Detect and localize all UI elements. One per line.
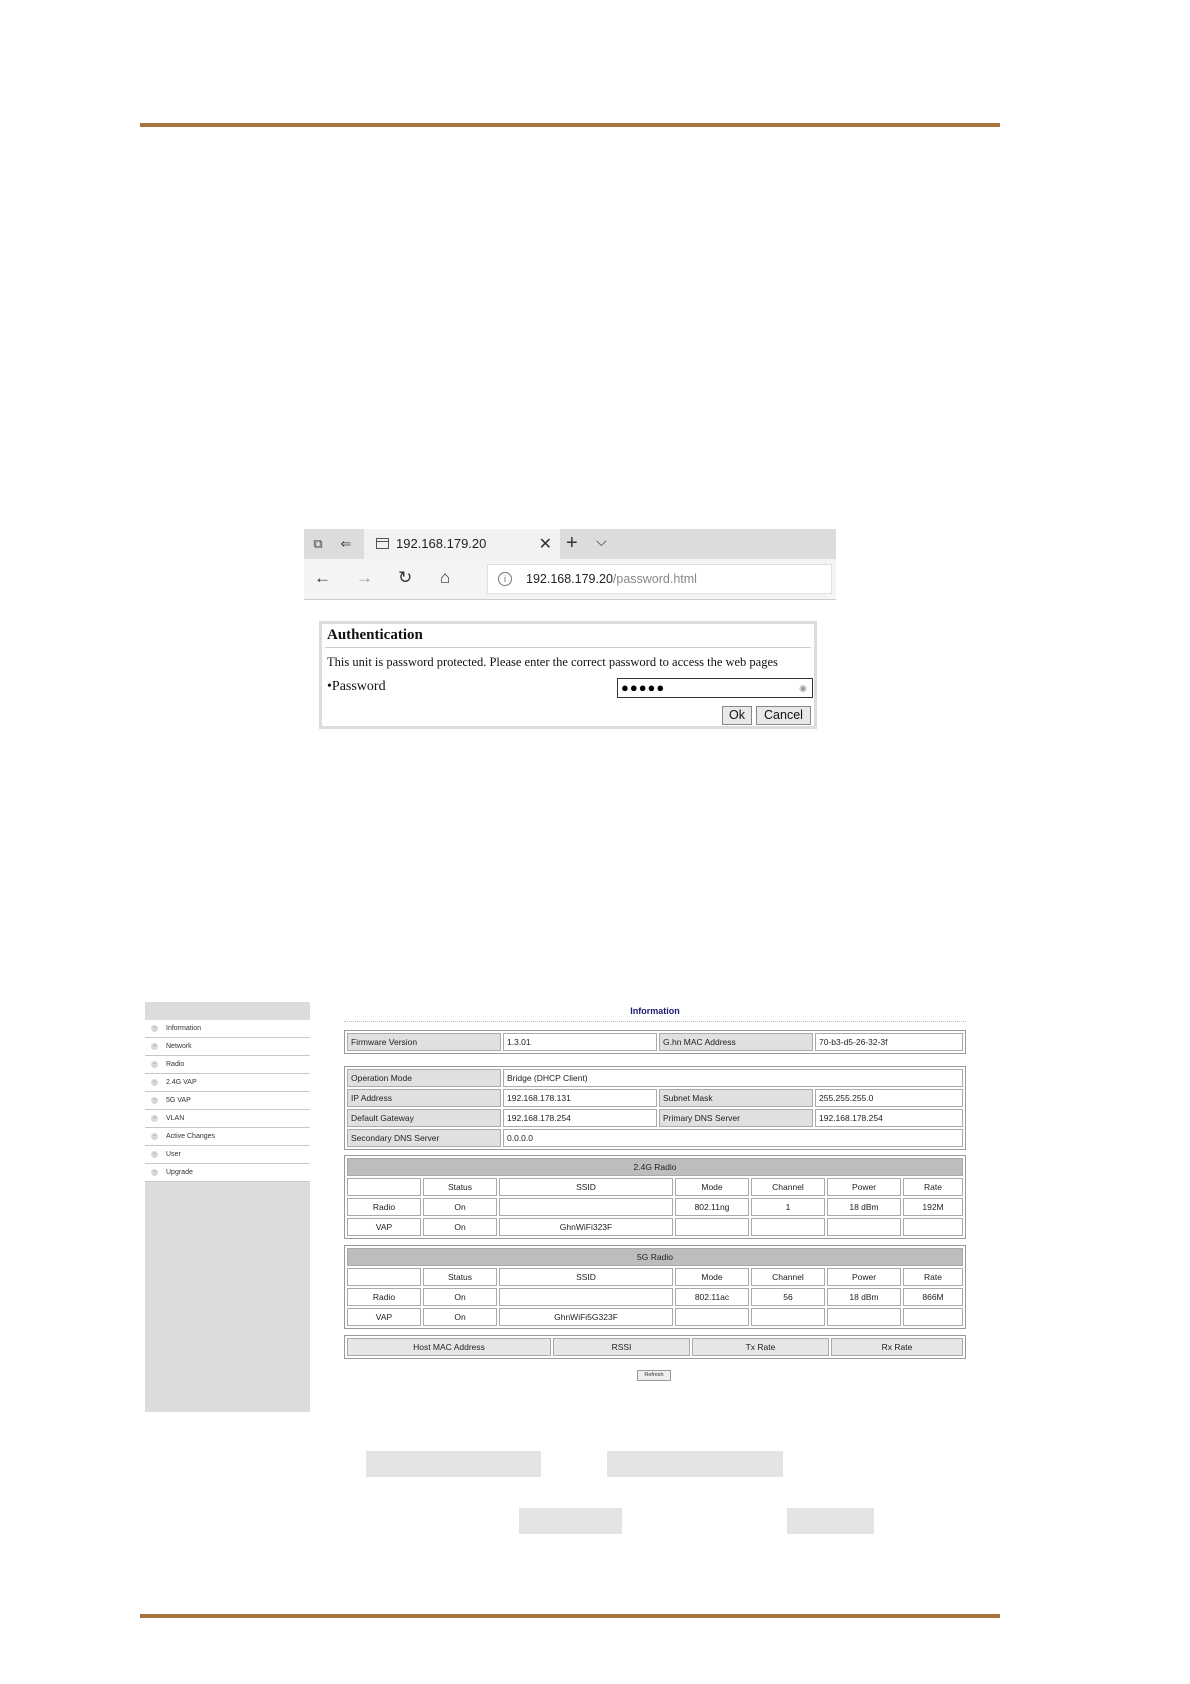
mode-cell: 802.11ac bbox=[675, 1288, 749, 1306]
cancel-button[interactable]: Cancel bbox=[756, 706, 811, 725]
status-cell: On bbox=[423, 1198, 497, 1216]
radio-24g-title: 2.4G Radio bbox=[347, 1158, 963, 1176]
op-mode-value: Bridge (DHCP Client) bbox=[503, 1069, 963, 1087]
sidebar-item-label: Active Changes bbox=[166, 1133, 216, 1140]
primary-dns-value: 192.168.178.254 bbox=[815, 1109, 963, 1127]
password-label: •Password bbox=[327, 679, 386, 694]
column-header: SSID bbox=[499, 1268, 673, 1286]
forward-arrow-icon[interactable]: → bbox=[356, 568, 373, 587]
sidebar-item-label: Upgrade bbox=[166, 1169, 193, 1176]
auth-divider bbox=[325, 647, 811, 648]
password-input[interactable] bbox=[617, 678, 813, 698]
row-label: VAP bbox=[347, 1218, 421, 1236]
firmware-label: Firmware Version bbox=[347, 1033, 501, 1051]
radio-5g-table bbox=[344, 1245, 966, 1329]
sidebar-item-label: User bbox=[166, 1151, 181, 1158]
radio-5g-title: 5G Radio bbox=[347, 1248, 963, 1266]
refresh-icon[interactable]: ↻ bbox=[398, 568, 413, 587]
gateway-label: Default Gateway bbox=[347, 1109, 501, 1127]
refresh-button[interactable]: Refresh bbox=[637, 1370, 671, 1381]
browser-tab[interactable] bbox=[364, 529, 560, 559]
status-cell: On bbox=[423, 1218, 497, 1236]
column-header: Channel bbox=[751, 1268, 825, 1286]
status-cell: On bbox=[423, 1288, 497, 1306]
page-title: Information bbox=[630, 1006, 680, 1016]
row-label: Radio bbox=[347, 1288, 421, 1306]
radio-24g-table bbox=[344, 1155, 966, 1239]
home-icon[interactable]: ⌂ bbox=[440, 568, 451, 587]
eye-icon[interactable]: ◉ bbox=[799, 683, 808, 693]
sidebar-item-label: 5G VAP bbox=[166, 1097, 191, 1104]
rate-cell bbox=[903, 1218, 963, 1236]
sidebar-item-label: 2.4G VAP bbox=[166, 1079, 197, 1086]
mode-cell bbox=[675, 1308, 749, 1326]
tab-bar bbox=[304, 529, 836, 559]
firmware-value: 1.3.01 bbox=[503, 1033, 657, 1051]
auth-message: This unit is password protected. Please enter the correct password to access the web pages bbox=[327, 655, 778, 669]
url-path: /password.html bbox=[612, 572, 697, 586]
rate-cell: 192M bbox=[903, 1198, 963, 1216]
browser-window bbox=[304, 529, 836, 731]
column-header: Mode bbox=[675, 1268, 749, 1286]
ssid-cell: GhnWiFi5G323F bbox=[499, 1308, 673, 1326]
ssid-cell bbox=[499, 1288, 673, 1306]
power-cell bbox=[827, 1308, 901, 1326]
address-bar[interactable] bbox=[487, 564, 832, 594]
sidebar-item-vlan[interactable] bbox=[145, 1110, 310, 1128]
navigation-bar bbox=[304, 559, 836, 600]
footer-rule bbox=[140, 1614, 1000, 1618]
power-cell bbox=[827, 1218, 901, 1236]
title-divider bbox=[344, 1021, 966, 1022]
column-header: SSID bbox=[499, 1178, 673, 1196]
subnet-label: Subnet Mask bbox=[659, 1089, 813, 1107]
sidebar-item-5g-vap[interactable] bbox=[145, 1092, 310, 1110]
bullet-icon: − bbox=[152, 1133, 157, 1139]
authentication-form bbox=[319, 621, 817, 729]
status-cell: On bbox=[423, 1308, 497, 1326]
table-row bbox=[347, 1069, 963, 1087]
redacted-block bbox=[366, 1451, 541, 1477]
ghn-mac-value: 70-b3-d5-26-32-3f bbox=[815, 1033, 963, 1051]
channel-cell bbox=[751, 1308, 825, 1326]
column-header: Rate bbox=[903, 1268, 963, 1286]
mode-cell: 802.11ng bbox=[675, 1198, 749, 1216]
tab-aside-icon[interactable]: ⇐ bbox=[340, 536, 352, 551]
sidebar-item-label: Network bbox=[166, 1043, 192, 1050]
table-row bbox=[347, 1288, 963, 1306]
secondary-dns-label: Secondary DNS Server bbox=[347, 1129, 501, 1147]
redacted-block bbox=[787, 1508, 874, 1534]
subnet-value: 255.255.255.0 bbox=[815, 1089, 963, 1107]
tab-title: 192.168.179.20 bbox=[396, 536, 487, 551]
ssid-cell bbox=[499, 1198, 673, 1216]
page-icon bbox=[376, 538, 389, 549]
table-row bbox=[347, 1158, 963, 1176]
column-header: Status bbox=[423, 1268, 497, 1286]
header-rule bbox=[140, 123, 1000, 127]
bullet-icon: − bbox=[152, 1151, 157, 1157]
column-header: Tx Rate bbox=[692, 1338, 829, 1356]
bullet-icon: − bbox=[152, 1043, 157, 1049]
op-mode-label: Operation Mode bbox=[347, 1069, 501, 1087]
ghn-mac-label: G.hn MAC Address bbox=[659, 1033, 813, 1051]
row-label: Radio bbox=[347, 1198, 421, 1216]
bullet-icon: − bbox=[152, 1025, 157, 1031]
sidebar-item-label: VLAN bbox=[166, 1115, 185, 1122]
empty-header bbox=[347, 1268, 421, 1286]
column-header: Rx Rate bbox=[831, 1338, 963, 1356]
sidebar-item-24g-vap[interactable] bbox=[145, 1074, 310, 1092]
sidebar-item-user[interactable] bbox=[145, 1146, 310, 1164]
bullet-icon: − bbox=[152, 1115, 157, 1121]
ok-button[interactable]: Ok bbox=[722, 706, 752, 725]
sidebar-item-information[interactable] bbox=[145, 1020, 310, 1038]
column-header: Mode bbox=[675, 1178, 749, 1196]
column-header: Power bbox=[827, 1178, 901, 1196]
power-cell: 18 dBm bbox=[827, 1288, 901, 1306]
channel-cell: 56 bbox=[751, 1288, 825, 1306]
url-host: 192.168.179.20 bbox=[526, 572, 613, 586]
redacted-block bbox=[607, 1451, 783, 1477]
back-arrow-icon[interactable]: ← bbox=[314, 568, 331, 587]
bullet-icon: − bbox=[152, 1079, 157, 1085]
bullet-icon: − bbox=[152, 1169, 157, 1175]
info-icon[interactable]: i bbox=[498, 572, 512, 586]
sidebar-item-label: Radio bbox=[166, 1061, 185, 1068]
column-header: Status bbox=[423, 1178, 497, 1196]
bullet-icon: − bbox=[152, 1097, 157, 1103]
column-header: Host MAC Address bbox=[347, 1338, 551, 1356]
table-row bbox=[347, 1178, 963, 1196]
rate-cell bbox=[903, 1308, 963, 1326]
row-label: VAP bbox=[347, 1308, 421, 1326]
column-header: Rate bbox=[903, 1178, 963, 1196]
firmware-table bbox=[344, 1030, 966, 1054]
ip-label: IP Address bbox=[347, 1089, 501, 1107]
sidebar-item-active-changes[interactable] bbox=[145, 1128, 310, 1146]
sidebar-menu bbox=[145, 1020, 310, 1182]
column-header: Power bbox=[827, 1268, 901, 1286]
table-row bbox=[347, 1198, 963, 1216]
column-header: Channel bbox=[751, 1178, 825, 1196]
ssid-cell: GhnWiFi323F bbox=[499, 1218, 673, 1236]
close-icon[interactable]: ✕ bbox=[538, 536, 552, 553]
rate-cell: 866M bbox=[903, 1288, 963, 1306]
sidebar-item-label: Information bbox=[166, 1025, 202, 1032]
column-header: RSSI bbox=[553, 1338, 690, 1356]
plus-icon[interactable]: + bbox=[566, 532, 578, 554]
sidebar-item-network[interactable] bbox=[145, 1038, 310, 1056]
table-row bbox=[347, 1109, 963, 1127]
table-row bbox=[347, 1089, 963, 1107]
table-row bbox=[347, 1218, 963, 1236]
chevron-down-icon[interactable]: ⌵ bbox=[596, 533, 607, 549]
table-row bbox=[347, 1033, 963, 1051]
auth-title: Authentication bbox=[327, 627, 423, 643]
sidebar-item-radio[interactable] bbox=[145, 1056, 310, 1074]
mode-cell bbox=[675, 1218, 749, 1236]
table-row bbox=[347, 1308, 963, 1326]
table-row bbox=[347, 1129, 963, 1147]
bullet-icon: − bbox=[152, 1061, 157, 1067]
table-row bbox=[347, 1268, 963, 1286]
network-table bbox=[344, 1066, 966, 1150]
tab-list-icon[interactable]: ⧉ bbox=[313, 536, 323, 551]
channel-cell bbox=[751, 1218, 825, 1236]
secondary-dns-value: 0.0.0.0 bbox=[503, 1129, 963, 1147]
power-cell: 18 dBm bbox=[827, 1198, 901, 1216]
gateway-value: 192.168.178.254 bbox=[503, 1109, 657, 1127]
sidebar bbox=[145, 1002, 310, 1412]
channel-cell: 1 bbox=[751, 1198, 825, 1216]
sidebar-item-upgrade[interactable] bbox=[145, 1164, 310, 1182]
primary-dns-label: Primary DNS Server bbox=[659, 1109, 813, 1127]
ip-value: 192.168.178.131 bbox=[503, 1089, 657, 1107]
table-row bbox=[347, 1248, 963, 1266]
table-row bbox=[347, 1338, 963, 1356]
password-value: ●●●●● bbox=[621, 680, 666, 695]
host-table bbox=[344, 1335, 966, 1359]
redacted-block bbox=[519, 1508, 622, 1534]
empty-header bbox=[347, 1178, 421, 1196]
